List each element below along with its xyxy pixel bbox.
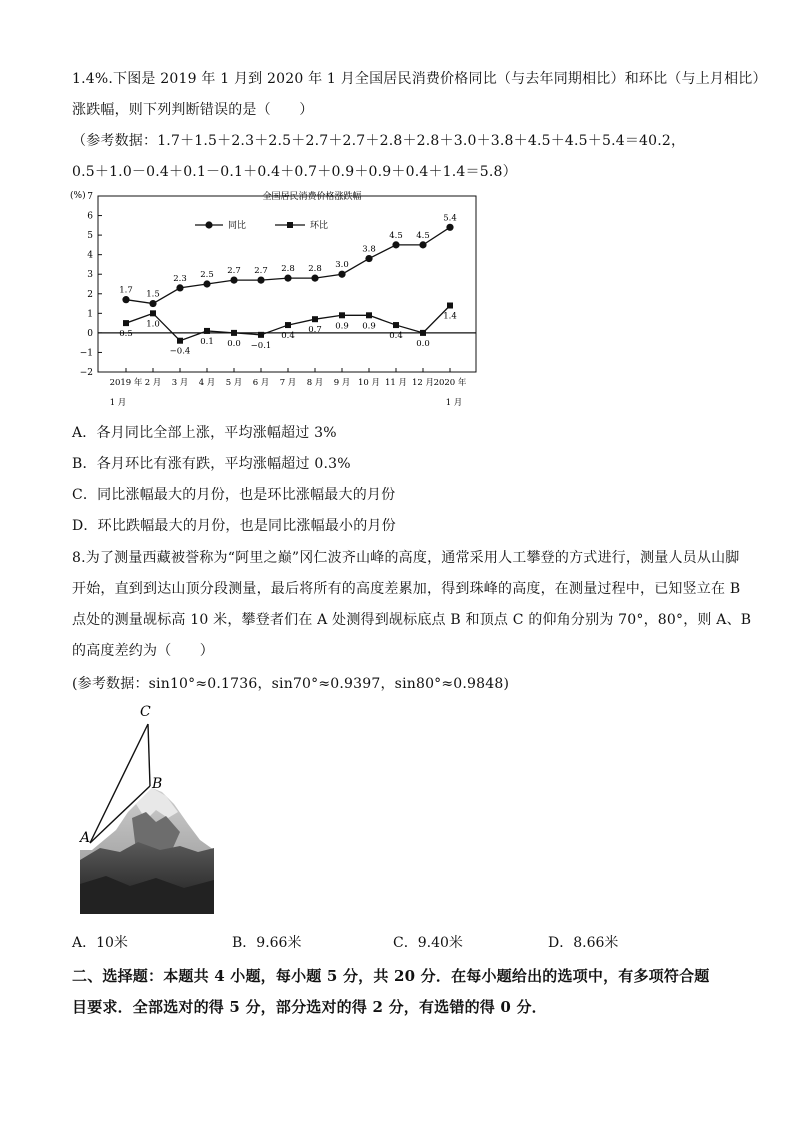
data-label-yoy: 4.5 bbox=[389, 230, 403, 241]
data-label-mom: 0.7 bbox=[308, 325, 322, 336]
q8-option-a[interactable]: A．10米 bbox=[72, 935, 128, 951]
x-tick-label-sub: 1 月 bbox=[109, 398, 127, 408]
legend-marker-yoy bbox=[205, 221, 212, 228]
data-label-yoy: 1.5 bbox=[146, 289, 160, 300]
point-yoy bbox=[365, 255, 372, 262]
x-tick-label: 2019 年 bbox=[109, 378, 143, 388]
data-label-mom: 0.1 bbox=[200, 336, 214, 347]
point-mom bbox=[177, 338, 183, 344]
point-mom bbox=[204, 328, 210, 334]
x-tick-label: 12 月 bbox=[411, 378, 435, 388]
point-mom bbox=[150, 310, 156, 316]
cpi-line-chart bbox=[60, 186, 480, 412]
chart-ylabel: (%) bbox=[70, 191, 86, 201]
legend bbox=[195, 219, 328, 231]
data-label-yoy: 2.7 bbox=[254, 266, 268, 277]
point-mom bbox=[231, 330, 237, 336]
legend-marker-mom bbox=[287, 222, 293, 228]
q7-reference-line2: 0.5＋1.0－0.4＋0.1－0.1＋0.4＋0.7＋0.9＋0.9＋0.4＋1.4＝5.8） bbox=[72, 164, 517, 180]
data-label-yoy: 2.8 bbox=[308, 264, 322, 275]
q7-option-d[interactable]: D．环比跌幅最大的月份，也是同比涨幅最小的月份 bbox=[72, 518, 396, 534]
q7-reference-line1: （参考数据：1.7＋1.5＋2.3＋2.5＋2.7＋2.7＋2.8＋2.8＋3.0＋3.8＋4.5＋4.5＋5.4＝40.2， bbox=[72, 133, 686, 149]
point-label-a: A bbox=[80, 830, 91, 846]
point-yoy bbox=[338, 271, 345, 278]
point-label-c: C bbox=[140, 704, 151, 720]
point-label-b: B bbox=[152, 776, 163, 792]
point-yoy bbox=[122, 296, 129, 303]
x-tick-label: 8 月 bbox=[306, 378, 324, 388]
x-tick-label: 7 月 bbox=[279, 378, 297, 388]
point-mom bbox=[258, 332, 264, 338]
data-label-mom: 1.0 bbox=[146, 319, 160, 330]
data-label-mom: 0.5 bbox=[119, 329, 133, 340]
chart-title: 全国居民消费价格涨跌幅 bbox=[262, 192, 362, 202]
q8-option-c[interactable]: C．9.40米 bbox=[393, 935, 463, 951]
data-label-mom: −0.4 bbox=[169, 346, 191, 357]
x-tick-label: 5 月 bbox=[225, 378, 243, 388]
data-label-mom: 0.4 bbox=[389, 331, 403, 342]
point-mom bbox=[366, 312, 372, 318]
segment-bc bbox=[148, 724, 150, 786]
point-yoy bbox=[284, 275, 291, 282]
data-label-yoy: 3.8 bbox=[362, 244, 376, 255]
y-tick-label: 7 bbox=[87, 192, 93, 202]
data-label-yoy: 5.4 bbox=[443, 213, 457, 224]
point-yoy bbox=[311, 275, 318, 282]
q7-option-c[interactable]: C．同比涨幅最大的月份，也是环比涨幅最大的月份 bbox=[72, 487, 396, 503]
q7-option-a[interactable]: A．各月同比全部上涨，平均涨幅超过 3% bbox=[72, 425, 337, 441]
point-yoy bbox=[419, 241, 426, 248]
point-mom bbox=[420, 330, 426, 336]
x-tick-label: 3 月 bbox=[171, 378, 189, 388]
data-label-yoy: 2.5 bbox=[200, 270, 214, 280]
x-tick-label: 2 月 bbox=[144, 378, 162, 388]
y-tick-label: 1 bbox=[87, 309, 93, 320]
data-label-mom: 1.4 bbox=[443, 311, 457, 322]
data-label-mom: 0.0 bbox=[416, 338, 430, 349]
x-tick-label: 2020 年 bbox=[433, 378, 467, 388]
data-label-yoy: 2.7 bbox=[227, 266, 241, 277]
point-mom bbox=[393, 322, 399, 328]
data-label-yoy: 2.8 bbox=[281, 264, 295, 275]
point-mom bbox=[285, 322, 291, 328]
data-label-mom: 0.0 bbox=[227, 338, 241, 349]
q8-stem-line1: 8.为了测量西藏被誉称为“阿里之巅”冈仁波齐山峰的高度，通常采用人工攀登的方式进行，测量人员从山脚 bbox=[72, 550, 740, 566]
point-yoy bbox=[230, 276, 237, 283]
point-mom bbox=[123, 320, 129, 326]
y-tick-label: −2 bbox=[79, 368, 93, 378]
data-label-mom: −0.1 bbox=[250, 340, 272, 351]
x-tick-label: 6 月 bbox=[252, 378, 270, 388]
q8-stem-line4: 的高度差约为（ ） bbox=[72, 643, 214, 659]
y-tick-label: 5 bbox=[87, 231, 93, 242]
mountain-figure bbox=[76, 700, 218, 914]
y-tick-label: 2 bbox=[87, 289, 93, 300]
x-tick-label: 4 月 bbox=[198, 378, 216, 388]
section2-heading-line1: 二、选择题：本题共 4 小题，每小题 5 分，共 20 分．在每小题给出的选项中，有多项符合题 bbox=[72, 967, 710, 985]
x-tick-label: 10 月 bbox=[357, 378, 381, 388]
y-tick-label: −1 bbox=[79, 348, 93, 359]
point-yoy bbox=[203, 280, 210, 287]
point-mom bbox=[447, 303, 453, 309]
x-tick-label: 9 月 bbox=[333, 378, 351, 388]
q8-option-d[interactable]: D．8.66米 bbox=[548, 935, 619, 951]
legend-label-yoy: 同比 bbox=[228, 221, 247, 231]
legend-label-mom: 环比 bbox=[310, 221, 329, 231]
x-tick-label-sub: 1 月 bbox=[445, 398, 463, 408]
data-label-mom: 0.9 bbox=[335, 321, 349, 332]
data-label-yoy: 2.3 bbox=[173, 273, 187, 284]
data-label-mom: 0.4 bbox=[281, 331, 295, 342]
point-yoy bbox=[176, 284, 183, 291]
point-yoy bbox=[149, 300, 156, 307]
data-label-yoy: 4.5 bbox=[416, 230, 430, 241]
point-yoy bbox=[446, 224, 453, 231]
y-tick-label: 4 bbox=[87, 250, 93, 261]
q8-stem-line2: 开始，直到到达山顶分段测量，最后将所有的高度差累加，得到珠峰的高度，在测量过程中，已知竖立在 B bbox=[72, 581, 741, 597]
section2-heading-line2: 目要求．全部选对的得 5 分，部分选对的得 2 分，有选错的得 0 分． bbox=[72, 998, 547, 1016]
y-tick-label: 6 bbox=[87, 211, 93, 222]
point-yoy bbox=[392, 241, 399, 248]
data-label-yoy: 3.0 bbox=[335, 260, 349, 271]
point-yoy bbox=[257, 276, 264, 283]
y-tick-label: 3 bbox=[87, 270, 93, 281]
data-label-mom: 0.9 bbox=[362, 321, 376, 332]
data-label-yoy: 1.7 bbox=[119, 285, 133, 296]
q7-option-b[interactable]: B．各月环比有涨有跌，平均涨幅超过 0.3% bbox=[72, 456, 351, 472]
q8-option-b[interactable]: B．9.66米 bbox=[232, 935, 302, 951]
q7-stem-line2: 涨跌幅，则下列判断错误的是（ ） bbox=[72, 102, 314, 118]
point-mom bbox=[339, 312, 345, 318]
q7-stem-line1: 1.4%.下图是 2019 年 1 月到 2020 年 1 月全国居民消费价格同比（与去年同期相比）和环比（与上月相比） bbox=[72, 71, 767, 87]
q8-reference: (参考数据：sin10°≈0.1736，sin70°≈0.9397，sin80°≈0.9848) bbox=[72, 676, 510, 692]
x-tick-label: 11 月 bbox=[384, 378, 408, 388]
y-tick-label: 0 bbox=[87, 328, 93, 339]
q8-stem-line3: 点处的测量觇标高 10 米，攀登者们在 A 处测得到觇标底点 B 和顶点 C 的仰角分别为 70°，80°，则 A、B bbox=[72, 612, 752, 628]
point-mom bbox=[312, 316, 318, 322]
